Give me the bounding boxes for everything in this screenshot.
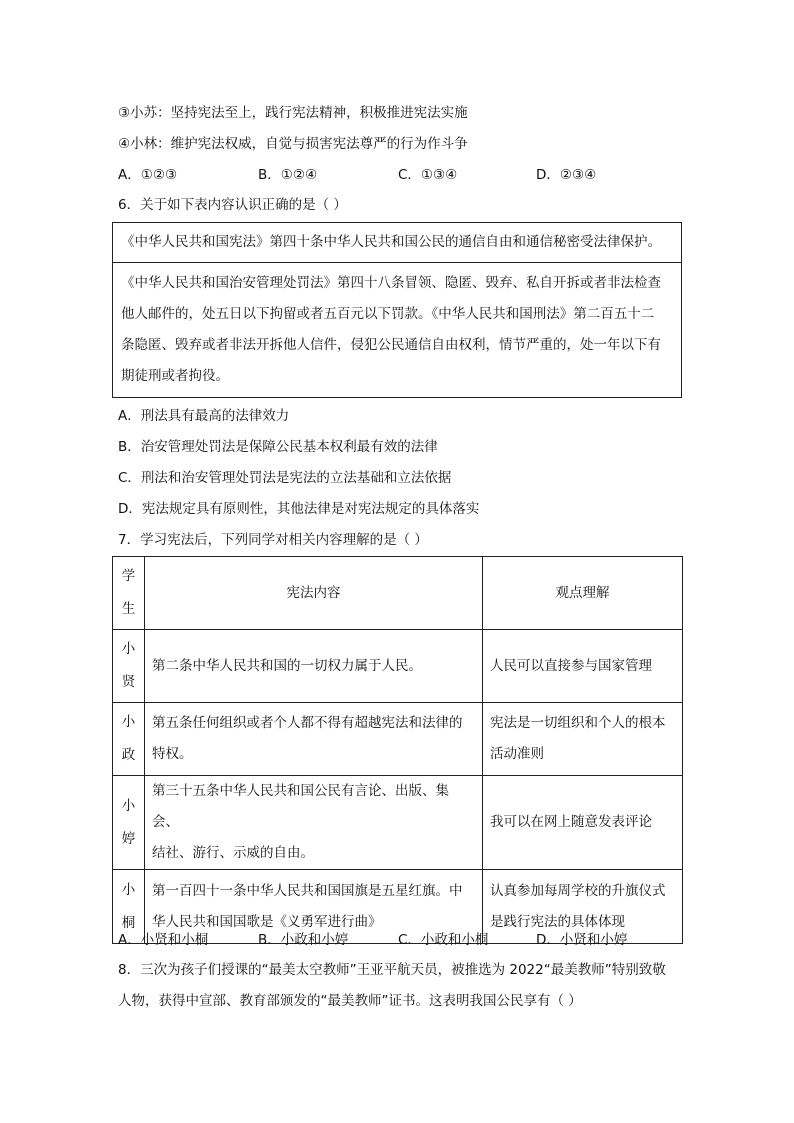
q7-student-cell: 小 政 <box>113 703 145 776</box>
q5-option-c: C．①③④ <box>398 167 458 183</box>
q8-stem-line-1: 8．三次为孩子们授课的“最美太空教师”王亚平航天员，被推选为 2022“最美教师”特别致敬 <box>118 962 666 978</box>
q5-option-d: D．②③④ <box>536 167 597 183</box>
q7-option-d: D．小贤和小婷 <box>536 932 628 948</box>
q7-student-cell: 小 桐 <box>113 870 145 944</box>
q6-box-row2-line: 期徒刑或者拘役。 <box>121 368 229 384</box>
q7-option-a: A．小贤和小桐 <box>118 932 209 948</box>
q5-option-a: A．①②③ <box>118 167 178 183</box>
q7-student-cell: 小 婷 <box>113 776 145 870</box>
table-row <box>113 776 683 870</box>
q7-header-view: 观点理解 <box>483 557 683 630</box>
q6-box-row2-line: 《中华人民共和国治安管理处罚法》第四十八条冒领、隐匿、毁弃、私自开拆或者非法检查 <box>121 275 661 291</box>
q8-stem-line-2: 人物，获得中宣部、教育部颁发的“最美教师”证书。这表明我国公民享有（ ） <box>118 993 582 1009</box>
q6-box-row1-text: 《中华人民共和国宪法》第四十条中华人民共和国公民的通信自由和通信秘密受法律保护。 <box>121 234 661 250</box>
q7-header-content: 宪法内容 <box>145 557 483 630</box>
q7-view-cell: 我可以在网上随意发表评论 <box>483 776 683 870</box>
q7-option-c: C．小政和小桐 <box>398 932 489 948</box>
q6-option-c: C．刑法和治安管理处罚法是宪法的立法基础和立法依据 <box>118 470 452 486</box>
q7-content-cell: 第一百四十一条中华人民共和国国旗是五星红旗。中 华人民共和国国歌是《义勇军进行曲》 <box>145 870 483 944</box>
q7-content-cell: 第二条中华人民共和国的一切权力属于人民。 <box>145 630 483 703</box>
q7-content-cell: 第五条任何组织或者个人都不得有超越宪法和法律的 特权。 <box>145 703 483 776</box>
q5-option-b: B．①②④ <box>258 167 318 183</box>
q6-option-d: D．宪法规定具有原则性，其他法律是对宪法规定的具体落实 <box>118 501 480 517</box>
q7-table <box>112 556 683 944</box>
table-row <box>113 630 683 703</box>
q6-option-a: A．刑法具有最高的法律效力 <box>118 408 290 424</box>
q6-box-row-constitution <box>113 223 681 262</box>
q6-box-row2-line: 条隐匿、毁弃或者非法开拆他人信件，侵犯公民通信自由权利，情节严重的，处一年以下有 <box>121 337 661 353</box>
q6-box-row-laws <box>113 262 681 397</box>
q6-law-box <box>112 222 682 398</box>
q6-box-row2-line: 他人邮件的，处五日以下拘留或者五百元以下罚款。《中华人民共和国刑法》第二百五十二 <box>121 306 655 322</box>
q7-view-cell: 人民可以直接参与国家管理 <box>483 630 683 703</box>
q5-item-3: ③小苏：坚持宪法至上，践行宪法精神，积极推进宪法实施 <box>118 105 468 121</box>
q7-student-cell: 小 贤 <box>113 630 145 703</box>
q7-header-student: 学 生 <box>113 557 145 630</box>
q7-option-b: B．小政和小婷 <box>258 932 349 948</box>
q7-view-cell: 认真参加每周学校的升旗仪式 是践行宪法的具体体现 <box>483 870 683 944</box>
q6-option-b: B．治安管理处罚法是保障公民基本权利最有效的法律 <box>118 439 438 455</box>
q5-options <box>118 165 698 185</box>
q6-stem: 6．关于如下表内容认识正确的是（ ） <box>118 197 347 213</box>
q7-stem: 7．学习宪法后，下列同学对相关内容理解的是（ ） <box>118 532 428 548</box>
q5-item-4: ④小林：维护宪法权威，自觉与损害宪法尊严的行为作斗争 <box>118 136 468 152</box>
q7-view-cell: 宪法是一切组织和个人的根本 活动准则 <box>483 703 683 776</box>
table-row <box>113 703 683 776</box>
q7-content-cell: 第三十五条中华人民共和国公民有言论、出版、集会、 结社、游行、示威的自由。 <box>145 776 483 870</box>
q7-header-row <box>113 557 683 630</box>
q7-options <box>118 930 698 950</box>
